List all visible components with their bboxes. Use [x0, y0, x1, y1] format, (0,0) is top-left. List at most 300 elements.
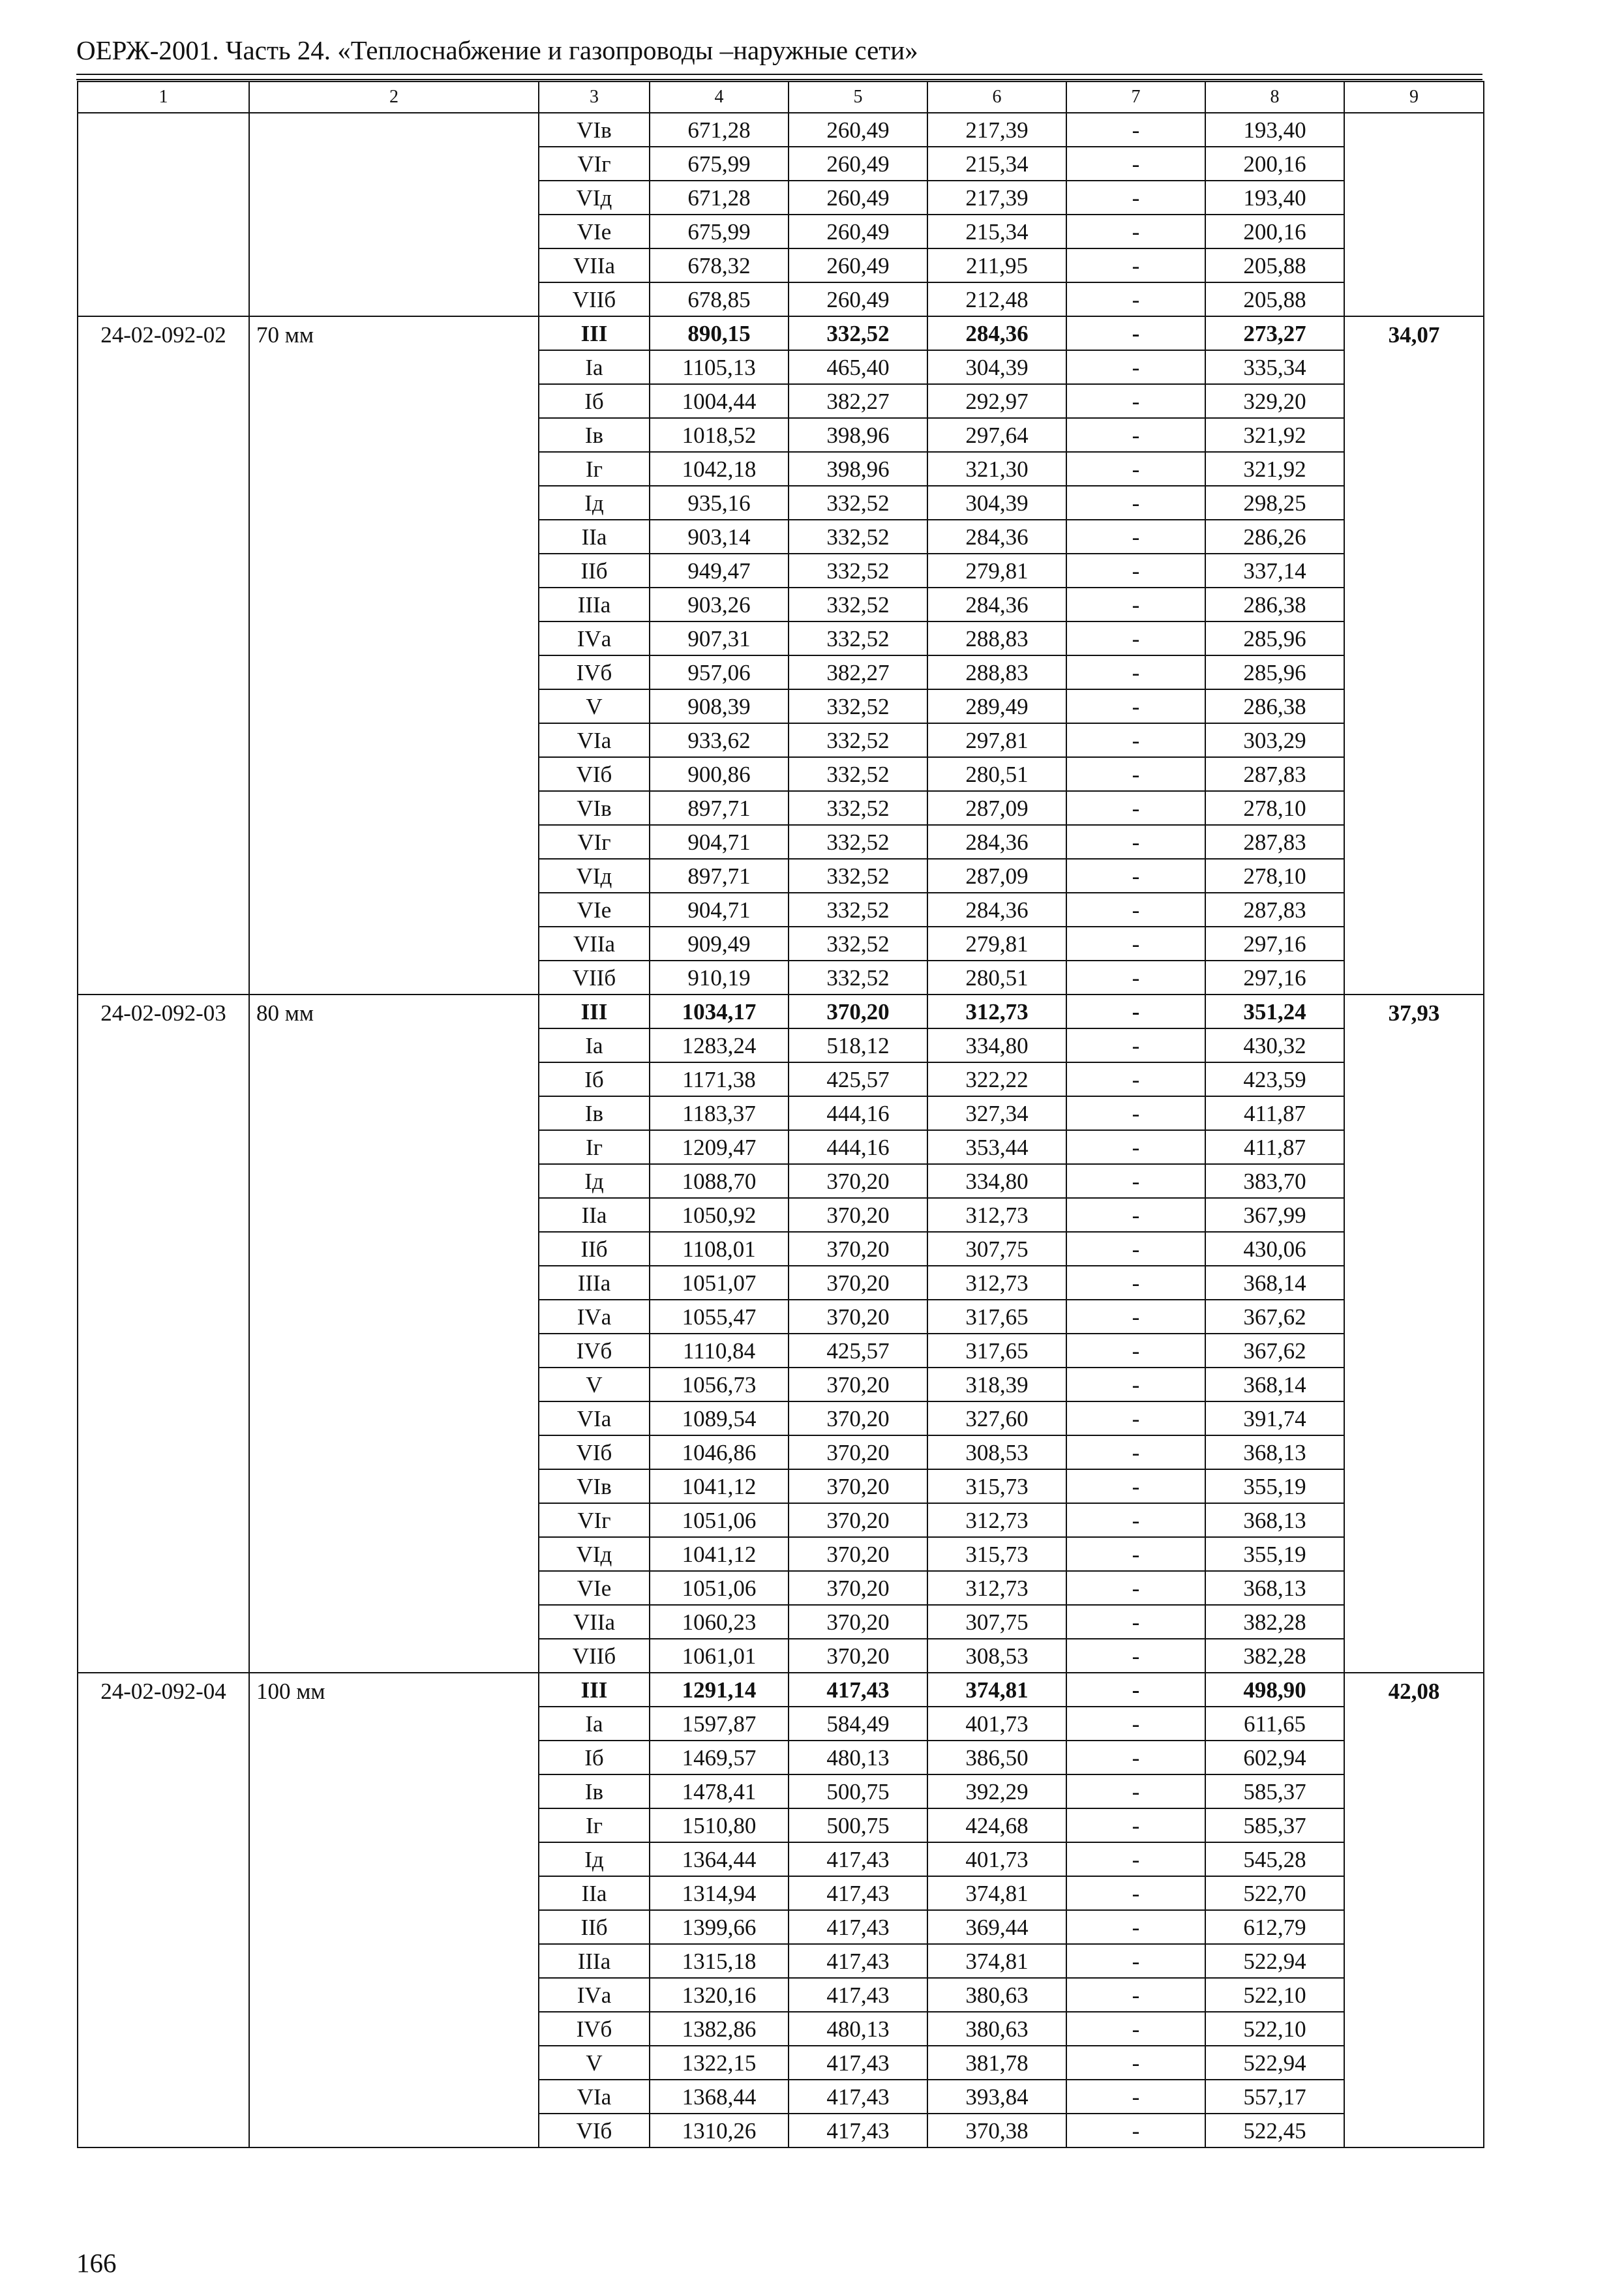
table-header-row: [78, 82, 1484, 113]
region-zone-cell: VIг: [539, 1503, 650, 1537]
region-zone-cell: VIд: [539, 181, 650, 215]
cost-value-cell: 904,71: [650, 825, 789, 859]
cost-value-cell: 337,14: [1205, 554, 1344, 588]
cost-value-cell: 383,70: [1205, 1164, 1344, 1198]
column-number-3: 3: [539, 82, 650, 113]
cost-value-cell: 500,75: [789, 1774, 927, 1808]
region-zone-cell: Iг: [539, 1808, 650, 1842]
labor-total-cell: 34,07: [1344, 316, 1484, 995]
region-zone-cell: IVб: [539, 1334, 650, 1368]
cost-value-cell: 417,43: [789, 1842, 927, 1876]
cost-value-cell: 322,22: [927, 1062, 1066, 1096]
cost-value-cell: 318,39: [927, 1368, 1066, 1401]
cost-value-cell: -: [1066, 1842, 1205, 1876]
cost-value-cell: -: [1066, 248, 1205, 282]
cost-value-cell: -: [1066, 1266, 1205, 1300]
cost-value-cell: 374,81: [927, 1876, 1066, 1910]
region-zone-cell: VIIа: [539, 248, 650, 282]
cost-value-cell: -: [1066, 2012, 1205, 2046]
cost-value-cell: 315,73: [927, 1537, 1066, 1571]
cost-value-cell: 522,10: [1205, 2012, 1344, 2046]
cost-value-cell: 370,20: [789, 1401, 927, 1435]
cost-value-cell: 907,31: [650, 621, 789, 655]
cost-value-cell: -: [1066, 791, 1205, 825]
cost-value-cell: 286,26: [1205, 520, 1344, 554]
region-zone-cell: IIб: [539, 1232, 650, 1266]
cost-value-cell: 444,16: [789, 1130, 927, 1164]
region-zone-cell: VIб: [539, 757, 650, 791]
cost-value-cell: -: [1066, 757, 1205, 791]
column-number-9: 9: [1344, 82, 1484, 113]
labor-total-cell: [1344, 113, 1484, 316]
cost-value-cell: 217,39: [927, 113, 1066, 147]
cost-value-cell: 351,24: [1205, 995, 1344, 1028]
cost-value-cell: 332,52: [789, 554, 927, 588]
cost-value-cell: 297,16: [1205, 927, 1344, 961]
cost-value-cell: 292,97: [927, 384, 1066, 418]
cost-value-cell: 386,50: [927, 1741, 1066, 1774]
cost-value-cell: -: [1066, 1605, 1205, 1639]
cost-value-cell: -: [1066, 1876, 1205, 1910]
region-zone-cell: Iв: [539, 418, 650, 452]
cost-value-cell: 904,71: [650, 893, 789, 927]
cost-value-cell: -: [1066, 452, 1205, 486]
cost-value-cell: 304,39: [927, 486, 1066, 520]
rate-code-cell: [78, 113, 249, 316]
cost-value-cell: -: [1066, 113, 1205, 147]
cost-value-cell: 398,96: [789, 452, 927, 486]
region-zone-cell: III: [539, 316, 650, 350]
cost-value-cell: 368,14: [1205, 1266, 1344, 1300]
cost-value-cell: 332,52: [789, 825, 927, 859]
cost-value-cell: 1034,17: [650, 995, 789, 1028]
cost-value-cell: -: [1066, 1571, 1205, 1605]
region-zone-cell: Iг: [539, 452, 650, 486]
cost-value-cell: 284,36: [927, 893, 1066, 927]
cost-value-cell: 321,92: [1205, 452, 1344, 486]
cost-value-cell: 287,83: [1205, 757, 1344, 791]
cost-value-cell: 370,20: [789, 1639, 927, 1673]
region-zone-cell: IIIа: [539, 1266, 650, 1300]
cost-value-cell: -: [1066, 316, 1205, 350]
cost-value-cell: 278,10: [1205, 859, 1344, 893]
cost-value-cell: 368,13: [1205, 1503, 1344, 1537]
cost-value-cell: 671,28: [650, 113, 789, 147]
cost-value-cell: 1050,92: [650, 1198, 789, 1232]
cost-value-cell: 334,80: [927, 1164, 1066, 1198]
cost-value-cell: 1108,01: [650, 1232, 789, 1266]
region-zone-cell: Iа: [539, 350, 650, 384]
region-zone-cell: IIIа: [539, 1944, 650, 1978]
diameter-cell: [249, 113, 539, 316]
cost-value-cell: 1061,01: [650, 1639, 789, 1673]
cost-value-cell: 278,10: [1205, 791, 1344, 825]
cost-value-cell: 890,15: [650, 316, 789, 350]
cost-value-cell: -: [1066, 655, 1205, 689]
region-zone-cell: VIа: [539, 723, 650, 757]
region-zone-cell: Iб: [539, 384, 650, 418]
cost-value-cell: 260,49: [789, 215, 927, 248]
cost-value-cell: 370,20: [789, 1469, 927, 1503]
cost-value-cell: 353,44: [927, 1130, 1066, 1164]
cost-value-cell: 304,39: [927, 350, 1066, 384]
region-zone-cell: VIа: [539, 1401, 650, 1435]
diameter-cell: 80 мм: [249, 995, 539, 1673]
region-zone-cell: VIIб: [539, 961, 650, 995]
cost-value-cell: 287,09: [927, 791, 1066, 825]
cost-value-cell: 315,73: [927, 1469, 1066, 1503]
cost-value-cell: 212,48: [927, 282, 1066, 316]
region-zone-cell: V: [539, 2046, 650, 2080]
cost-value-cell: 903,26: [650, 588, 789, 621]
cost-value-cell: -: [1066, 1707, 1205, 1741]
cost-value-cell: 480,13: [789, 1741, 927, 1774]
cost-value-cell: -: [1066, 1469, 1205, 1503]
cost-value-cell: 327,34: [927, 1096, 1066, 1130]
cost-value-cell: 933,62: [650, 723, 789, 757]
cost-value-cell: 317,65: [927, 1300, 1066, 1334]
region-zone-cell: VIд: [539, 1537, 650, 1571]
cost-value-cell: 280,51: [927, 757, 1066, 791]
cost-value-cell: 308,53: [927, 1435, 1066, 1469]
cost-value-cell: -: [1066, 1944, 1205, 1978]
cost-value-cell: -: [1066, 1978, 1205, 2012]
cost-value-cell: 368,13: [1205, 1435, 1344, 1469]
cost-value-cell: 392,29: [927, 1774, 1066, 1808]
cost-value-cell: 393,84: [927, 2080, 1066, 2114]
cost-value-cell: -: [1066, 927, 1205, 961]
region-zone-cell: VIе: [539, 893, 650, 927]
cost-value-cell: -: [1066, 350, 1205, 384]
region-zone-cell: VIв: [539, 791, 650, 825]
cost-value-cell: 329,20: [1205, 384, 1344, 418]
cost-value-cell: -: [1066, 1096, 1205, 1130]
cost-value-cell: 444,16: [789, 1096, 927, 1130]
cost-value-cell: 1041,12: [650, 1537, 789, 1571]
cost-value-cell: 370,20: [789, 1368, 927, 1401]
cost-value-cell: 423,59: [1205, 1062, 1344, 1096]
cost-value-cell: 370,20: [789, 1605, 927, 1639]
cost-value-cell: -: [1066, 1062, 1205, 1096]
cost-value-cell: 411,87: [1205, 1130, 1344, 1164]
cost-value-cell: 370,20: [789, 1571, 927, 1605]
cost-value-cell: 335,34: [1205, 350, 1344, 384]
cost-value-cell: 910,19: [650, 961, 789, 995]
region-zone-cell: VIб: [539, 1435, 650, 1469]
region-zone-cell: VIа: [539, 2080, 650, 2114]
cost-value-cell: 332,52: [789, 520, 927, 554]
cost-value-cell: -: [1066, 181, 1205, 215]
cost-value-cell: 430,06: [1205, 1232, 1344, 1266]
cost-value-cell: -: [1066, 1028, 1205, 1062]
cost-value-cell: -: [1066, 1537, 1205, 1571]
cost-value-cell: 1105,13: [650, 350, 789, 384]
cost-value-cell: 286,38: [1205, 588, 1344, 621]
cost-value-cell: 317,65: [927, 1334, 1066, 1368]
labor-total-cell: 42,08: [1344, 1673, 1484, 2147]
cost-value-cell: 417,43: [789, 1910, 927, 1944]
cost-value-cell: 380,63: [927, 2012, 1066, 2046]
cost-value-cell: 584,49: [789, 1707, 927, 1741]
cost-value-cell: -: [1066, 723, 1205, 757]
cost-value-cell: 332,52: [789, 723, 927, 757]
cost-value-cell: 368,14: [1205, 1368, 1344, 1401]
table-row: [78, 316, 1484, 350]
cost-value-cell: 398,96: [789, 418, 927, 452]
rate-code-cell: 24-02-092-03: [78, 995, 249, 1673]
cost-value-cell: 284,36: [927, 520, 1066, 554]
cost-value-cell: 308,53: [927, 1639, 1066, 1673]
cost-value-cell: 424,68: [927, 1808, 1066, 1842]
cost-value-cell: 355,19: [1205, 1537, 1344, 1571]
cost-value-cell: 1382,86: [650, 2012, 789, 2046]
cost-value-cell: -: [1066, 1300, 1205, 1334]
cost-value-cell: 370,20: [789, 1300, 927, 1334]
cost-value-cell: 417,43: [789, 2046, 927, 2080]
cost-value-cell: 522,45: [1205, 2114, 1344, 2147]
cost-value-cell: 1597,87: [650, 1707, 789, 1741]
cost-value-cell: -: [1066, 1435, 1205, 1469]
cost-value-cell: 900,86: [650, 757, 789, 791]
cost-value-cell: 285,96: [1205, 621, 1344, 655]
cost-value-cell: 284,36: [927, 825, 1066, 859]
cost-value-cell: 1171,38: [650, 1062, 789, 1096]
column-number-1: 1: [78, 82, 249, 113]
region-zone-cell: IIб: [539, 1910, 650, 1944]
cost-value-cell: -: [1066, 486, 1205, 520]
cost-value-cell: 205,88: [1205, 282, 1344, 316]
cost-value-cell: 287,83: [1205, 893, 1344, 927]
cost-value-cell: 307,75: [927, 1605, 1066, 1639]
cost-value-cell: 374,81: [927, 1673, 1066, 1707]
cost-value-cell: 382,27: [789, 384, 927, 418]
region-zone-cell: IVб: [539, 655, 650, 689]
cost-value-cell: 312,73: [927, 1266, 1066, 1300]
cost-value-cell: 332,52: [789, 927, 927, 961]
cost-value-cell: 425,57: [789, 1334, 927, 1368]
cost-value-cell: -: [1066, 1232, 1205, 1266]
region-zone-cell: Iа: [539, 1028, 650, 1062]
header-rule-top: [76, 74, 1482, 75]
cost-value-cell: -: [1066, 1334, 1205, 1368]
cost-value-cell: 425,57: [789, 1062, 927, 1096]
cost-value-cell: 498,90: [1205, 1673, 1344, 1707]
cost-value-cell: -: [1066, 1368, 1205, 1401]
cost-value-cell: 380,63: [927, 1978, 1066, 2012]
cost-value-cell: 312,73: [927, 995, 1066, 1028]
cost-value-cell: 417,43: [789, 1978, 927, 2012]
cost-value-cell: 522,70: [1205, 1876, 1344, 1910]
cost-value-cell: -: [1066, 282, 1205, 316]
cost-value-cell: 518,12: [789, 1028, 927, 1062]
region-zone-cell: VIв: [539, 1469, 650, 1503]
region-zone-cell: VIе: [539, 1571, 650, 1605]
cost-value-cell: -: [1066, 554, 1205, 588]
cost-value-cell: 1051,07: [650, 1266, 789, 1300]
cost-value-cell: 611,65: [1205, 1707, 1344, 1741]
cost-value-cell: 612,79: [1205, 1910, 1344, 1944]
cost-value-cell: 289,49: [927, 689, 1066, 723]
cost-value-cell: 312,73: [927, 1503, 1066, 1537]
cost-value-cell: 332,52: [789, 859, 927, 893]
cost-value-cell: 671,28: [650, 181, 789, 215]
cost-value-cell: -: [1066, 893, 1205, 927]
cost-value-cell: 355,19: [1205, 1469, 1344, 1503]
cost-value-cell: -: [1066, 621, 1205, 655]
cost-value-cell: -: [1066, 1639, 1205, 1673]
cost-value-cell: -: [1066, 147, 1205, 181]
cost-value-cell: 367,62: [1205, 1334, 1344, 1368]
cost-value-cell: 284,36: [927, 588, 1066, 621]
region-zone-cell: VIв: [539, 113, 650, 147]
cost-value-cell: 382,28: [1205, 1639, 1344, 1673]
cost-value-cell: 370,20: [789, 1198, 927, 1232]
cost-value-cell: 332,52: [789, 621, 927, 655]
cost-value-cell: 370,20: [789, 1435, 927, 1469]
cost-value-cell: -: [1066, 520, 1205, 554]
region-zone-cell: IIа: [539, 1198, 650, 1232]
cost-value-cell: -: [1066, 859, 1205, 893]
table-row: [78, 995, 1484, 1028]
region-zone-cell: Iв: [539, 1096, 650, 1130]
labor-total-cell: 37,93: [1344, 995, 1484, 1673]
cost-value-cell: 1004,44: [650, 384, 789, 418]
cost-value-cell: 1088,70: [650, 1164, 789, 1198]
cost-value-cell: 585,37: [1205, 1774, 1344, 1808]
column-number-6: 6: [927, 82, 1066, 113]
region-zone-cell: IIIа: [539, 588, 650, 621]
cost-value-cell: 321,92: [1205, 418, 1344, 452]
cost-value-cell: -: [1066, 995, 1205, 1028]
region-zone-cell: VIг: [539, 825, 650, 859]
cost-value-cell: 260,49: [789, 282, 927, 316]
cost-value-cell: 430,32: [1205, 1028, 1344, 1062]
cost-value-cell: 382,28: [1205, 1605, 1344, 1639]
cost-value-cell: 908,39: [650, 689, 789, 723]
cost-value-cell: 303,29: [1205, 723, 1344, 757]
region-zone-cell: Iд: [539, 1164, 650, 1198]
cost-value-cell: 522,94: [1205, 2046, 1344, 2080]
cost-value-cell: -: [1066, 1198, 1205, 1232]
region-zone-cell: IVб: [539, 2012, 650, 2046]
cost-value-cell: 417,43: [789, 2114, 927, 2147]
cost-value-cell: 193,40: [1205, 181, 1344, 215]
region-zone-cell: Iб: [539, 1741, 650, 1774]
cost-value-cell: 332,52: [789, 791, 927, 825]
cost-value-cell: 1399,66: [650, 1910, 789, 1944]
cost-value-cell: -: [1066, 384, 1205, 418]
cost-value-cell: 273,27: [1205, 316, 1344, 350]
cost-value-cell: 1041,12: [650, 1469, 789, 1503]
cost-value-cell: 279,81: [927, 927, 1066, 961]
cost-value-cell: 367,62: [1205, 1300, 1344, 1334]
cost-value-cell: 411,87: [1205, 1096, 1344, 1130]
cost-value-cell: 297,16: [1205, 961, 1344, 995]
cost-value-cell: 193,40: [1205, 113, 1344, 147]
cost-value-cell: 1051,06: [650, 1503, 789, 1537]
cost-value-cell: 1310,26: [650, 2114, 789, 2147]
cost-value-cell: 260,49: [789, 147, 927, 181]
cost-value-cell: 260,49: [789, 181, 927, 215]
cost-value-cell: 285,96: [1205, 655, 1344, 689]
cost-value-cell: 287,09: [927, 859, 1066, 893]
cost-value-cell: 602,94: [1205, 1741, 1344, 1774]
cost-value-cell: 1042,18: [650, 452, 789, 486]
cost-value-cell: 585,37: [1205, 1808, 1344, 1842]
cost-value-cell: 260,49: [789, 248, 927, 282]
region-zone-cell: VIг: [539, 147, 650, 181]
cost-value-cell: 370,20: [789, 995, 927, 1028]
cost-value-cell: 675,99: [650, 147, 789, 181]
cost-value-cell: 1056,73: [650, 1368, 789, 1401]
cost-value-cell: -: [1066, 1741, 1205, 1774]
region-zone-cell: IVа: [539, 621, 650, 655]
cost-value-cell: 370,20: [789, 1503, 927, 1537]
price-table: [77, 81, 1484, 2148]
cost-value-cell: 545,28: [1205, 1842, 1344, 1876]
cost-value-cell: 297,64: [927, 418, 1066, 452]
column-number-7: 7: [1066, 82, 1205, 113]
cost-value-cell: -: [1066, 418, 1205, 452]
cost-value-cell: 417,43: [789, 2080, 927, 2114]
cost-value-cell: -: [1066, 689, 1205, 723]
cost-value-cell: 370,20: [789, 1537, 927, 1571]
column-number-5: 5: [789, 82, 927, 113]
cost-value-cell: -: [1066, 1130, 1205, 1164]
page-number: 166: [76, 2248, 117, 2278]
cost-value-cell: -: [1066, 1673, 1205, 1707]
diameter-cell: 100 мм: [249, 1673, 539, 2147]
cost-value-cell: 369,44: [927, 1910, 1066, 1944]
cost-value-cell: 381,78: [927, 2046, 1066, 2080]
cost-value-cell: 312,73: [927, 1571, 1066, 1605]
cost-value-cell: -: [1066, 1401, 1205, 1435]
cost-value-cell: -: [1066, 1774, 1205, 1808]
cost-value-cell: 1046,86: [650, 1435, 789, 1469]
cost-value-cell: 1478,41: [650, 1774, 789, 1808]
cost-value-cell: 1314,94: [650, 1876, 789, 1910]
cost-value-cell: 417,43: [789, 1944, 927, 1978]
cost-value-cell: 284,36: [927, 316, 1066, 350]
cost-value-cell: 280,51: [927, 961, 1066, 995]
region-zone-cell: IIб: [539, 554, 650, 588]
cost-value-cell: 200,16: [1205, 215, 1344, 248]
region-zone-cell: IIа: [539, 1876, 650, 1910]
cost-value-cell: 1320,16: [650, 1978, 789, 2012]
cost-value-cell: 417,43: [789, 1673, 927, 1707]
cost-value-cell: 200,16: [1205, 147, 1344, 181]
cost-value-cell: 370,20: [789, 1164, 927, 1198]
cost-value-cell: 903,14: [650, 520, 789, 554]
rate-code-cell: 24-02-092-04: [78, 1673, 249, 2147]
cost-value-cell: 1051,06: [650, 1571, 789, 1605]
region-zone-cell: IIа: [539, 520, 650, 554]
cost-value-cell: 522,94: [1205, 1944, 1344, 1978]
diameter-cell: 70 мм: [249, 316, 539, 995]
region-zone-cell: VIе: [539, 215, 650, 248]
cost-value-cell: 1283,24: [650, 1028, 789, 1062]
cost-value-cell: 678,32: [650, 248, 789, 282]
cost-value-cell: 1183,37: [650, 1096, 789, 1130]
cost-value-cell: 1315,18: [650, 1944, 789, 1978]
cost-value-cell: 321,30: [927, 452, 1066, 486]
cost-value-cell: -: [1066, 825, 1205, 859]
cost-value-cell: 391,74: [1205, 1401, 1344, 1435]
region-zone-cell: Iд: [539, 1842, 650, 1876]
cost-value-cell: 557,17: [1205, 2080, 1344, 2114]
cost-value-cell: 287,83: [1205, 825, 1344, 859]
cost-value-cell: 332,52: [789, 316, 927, 350]
